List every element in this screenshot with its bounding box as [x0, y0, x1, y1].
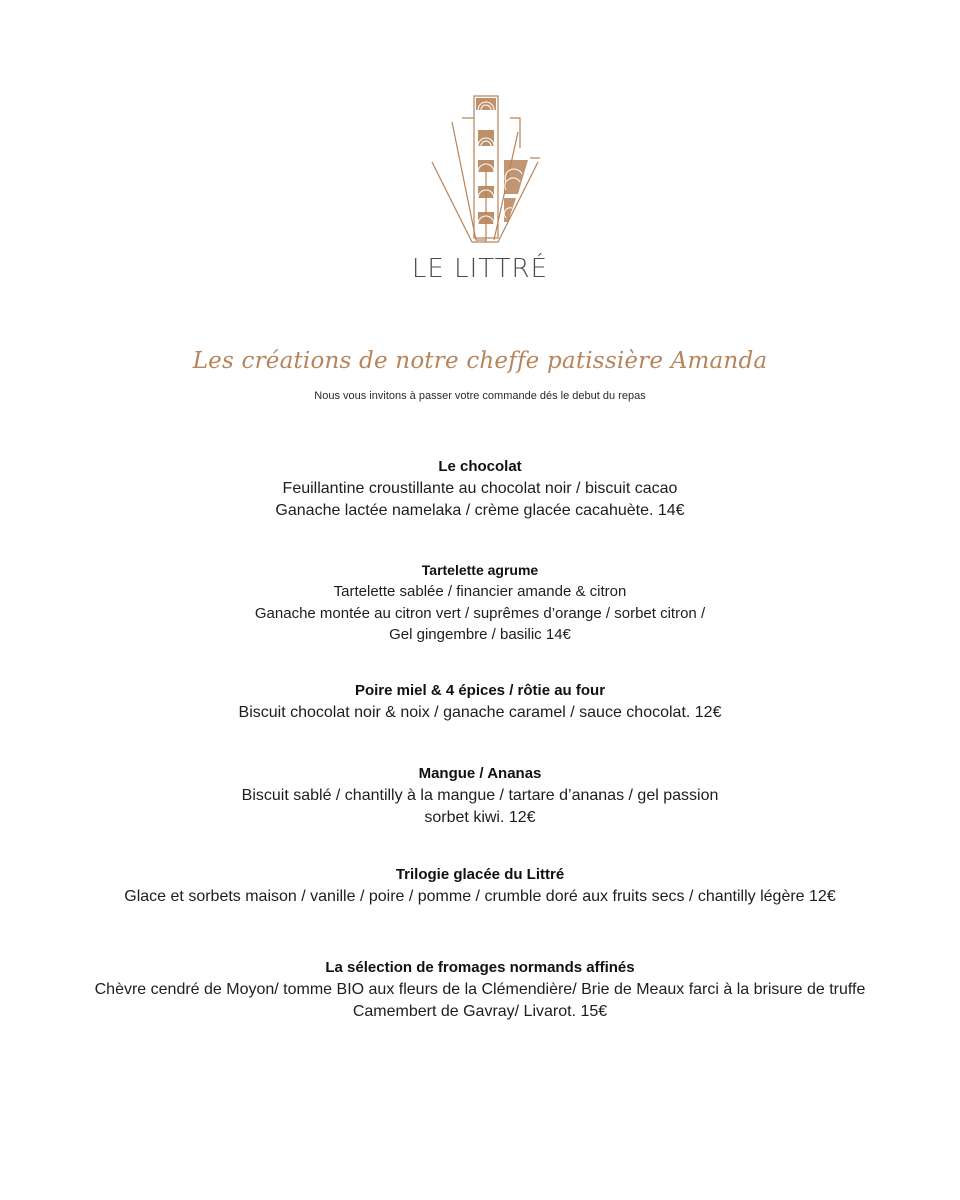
menu-item — [0, 957, 960, 1023]
menu-item-description: Feuillantine croustillante au chocolat noir / biscuit cacao — [282, 480, 678, 497]
menu-item-description: Gel gingembre / basilic 14€ — [389, 626, 571, 643]
menu-item-title: Tartelette agrume — [421, 562, 539, 578]
menu-item-title: La sélection de fromages normands affinés — [325, 959, 635, 976]
menu-item-description: sorbet kiwi. 12€ — [424, 809, 536, 826]
menu-item-title: Mangue / Ananas — [418, 765, 542, 782]
menu-item-description: Camembert de Gavray/ Livarot. 15€ — [352, 1003, 608, 1020]
menu-item — [0, 763, 960, 829]
menu-item-description: Ganache lactée namelaka / crème glacée cacahuète. 14€ — [275, 502, 685, 519]
menu-item — [0, 864, 960, 908]
menu-item-title: Le chocolat — [438, 458, 522, 475]
menu-item — [0, 680, 960, 724]
menu-item-description: Biscuit sablé / chantilly à la mangue / tartare d’ananas / gel passion — [241, 787, 719, 804]
menu-item-description: Biscuit chocolat noir & noix / ganache caramel / sauce chocolat. 12€ — [238, 704, 722, 721]
menu-item-title: Poire miel & 4 épices / rôtie au four — [354, 682, 606, 699]
page-title: Les créations de notre cheffe patissière Amanda — [192, 348, 768, 374]
page-subtitle: Nous vous invitons à passer votre commande dés le debut du repas — [314, 390, 646, 402]
menu-item — [0, 559, 960, 646]
menu-item-title: Trilogie glacée du Littré — [395, 866, 565, 883]
brand-name: LE LITTRÉ — [411, 254, 549, 284]
menu-item-description: Chèvre cendré de Moyon/ tomme BIO aux fleurs de la Clémendière/ Brie de Meaux farci à la brisure de truffe — [94, 981, 866, 998]
menu-item — [0, 456, 960, 522]
menu-item-description: Tartelette sablée / financier amande & citron — [333, 583, 627, 600]
menu-item-description: Ganache montée au citron vert / suprêmes d’orange / sorbet citron / — [254, 604, 706, 622]
art-deco-fan-logo — [420, 90, 550, 250]
menu-item-description: Glace et sorbets maison / vanille / poire / pomme / crumble doré aux fruits secs / chantilly légère 12€ — [124, 888, 836, 905]
